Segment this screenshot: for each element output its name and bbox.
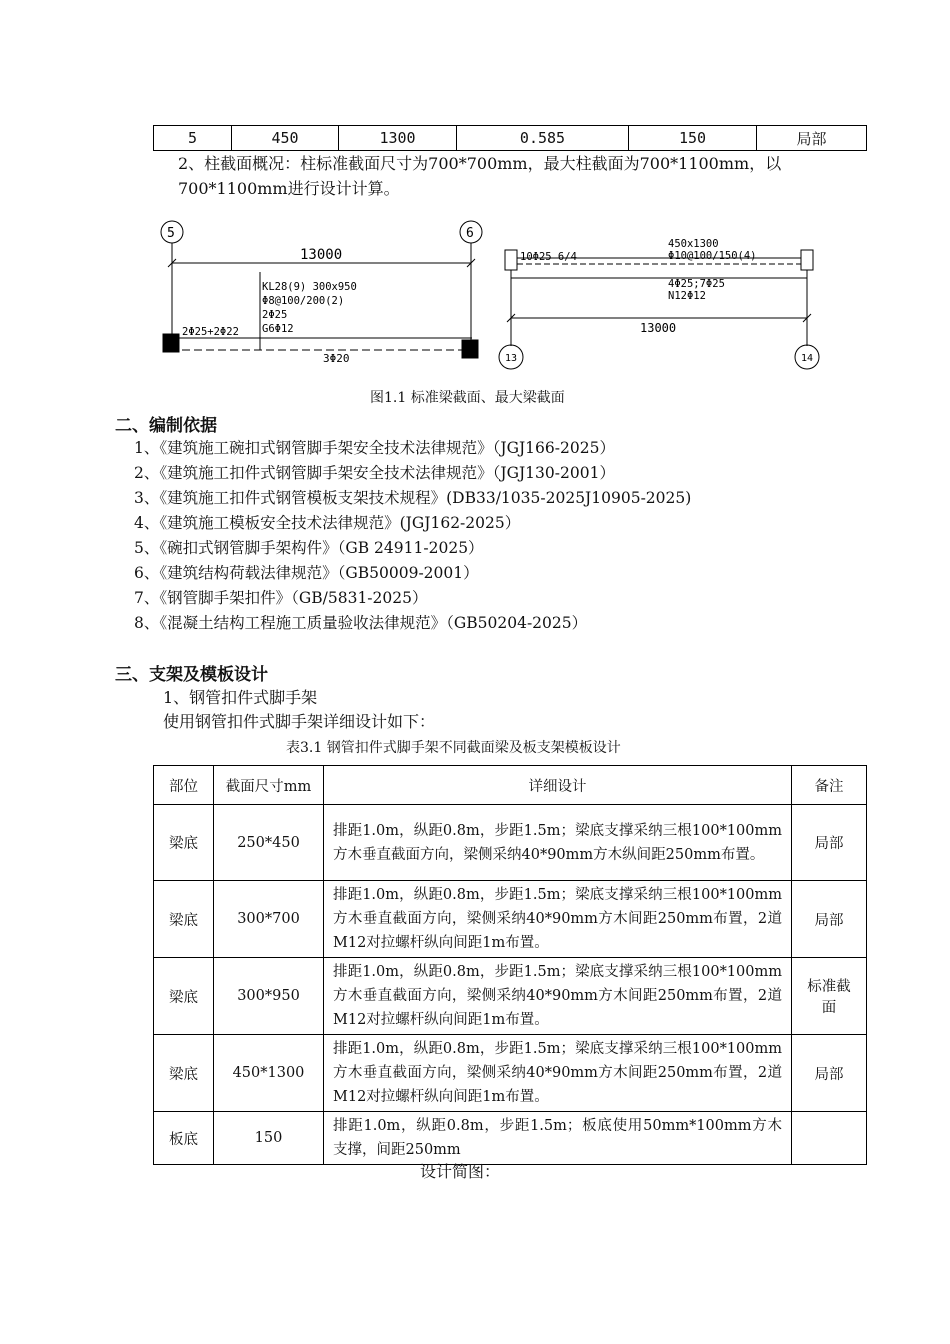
note-cell: 局部 bbox=[792, 805, 867, 881]
table-cell: 150 bbox=[629, 126, 757, 151]
span-label: 13000 bbox=[640, 321, 677, 335]
bottom-bar-label: 3Φ20 bbox=[323, 352, 350, 365]
right-left-note: 10Φ25 6/4 bbox=[520, 251, 577, 263]
column-section-line2: 700*1100mm进行设计计算。 bbox=[178, 179, 400, 198]
design-cell: 排距1.0m，纵距0.8m，步距1.5m；梁底支撑采纳三根100*100mm方木垂直截面方向，梁侧采纳40*90mm方木纵间距250mm布置。 bbox=[324, 805, 792, 881]
list-item: 4、《建筑施工模板安全技术法律规范》(JGJ162-2025） bbox=[134, 514, 521, 532]
design-cell: 排距1.0m，纵距0.8m，步距1.5m；梁底支撑采纳三根100*100mm方木垂直截面方向，梁侧采纳40*90mm方木间距250mm布置，2道M12对拉螺杆纵向间距1m布置。 bbox=[324, 881, 792, 958]
part-cell: 梁底 bbox=[154, 958, 214, 1035]
table-row bbox=[154, 958, 867, 1035]
size-cell: 450*1300 bbox=[214, 1035, 324, 1112]
right-stirrup: Φ10@100/150(4) bbox=[668, 250, 757, 262]
right-bottom-bars: 4Φ25;7Φ25 bbox=[668, 278, 725, 290]
table-row bbox=[154, 881, 867, 958]
column-header: 详细设计 bbox=[324, 766, 792, 805]
table-cell: 5 bbox=[154, 126, 232, 151]
table-caption: 表3.1 钢管扣件式脚手架不同截面梁及板支架模板设计 bbox=[286, 740, 621, 756]
size-cell: 300*950 bbox=[214, 958, 324, 1035]
right-beam-drawing bbox=[499, 250, 819, 369]
footer-text: 设计简图： bbox=[420, 1162, 501, 1181]
part-cell: 梁底 bbox=[154, 881, 214, 958]
beam-note: Φ8@100/200(2) bbox=[262, 295, 345, 307]
axis-label: 14 bbox=[801, 353, 814, 364]
right-size: 450x1300 bbox=[668, 238, 719, 250]
table-cell: 局部 bbox=[757, 126, 867, 151]
note-cell: 局部 bbox=[792, 881, 867, 958]
list-item: 3、《建筑施工扣件式钢管模板支架技术规程》(DB33/1035-2025J10905-2025) bbox=[134, 489, 692, 507]
part-cell: 梁底 bbox=[154, 1035, 214, 1112]
subheading: 1、钢管扣件式脚手架 bbox=[163, 688, 318, 707]
size-cell: 250*450 bbox=[214, 805, 324, 881]
note-cell: 标准截面 bbox=[792, 958, 867, 1035]
part-cell: 梁底 bbox=[154, 805, 214, 881]
table-header-row bbox=[154, 766, 867, 805]
top-table bbox=[153, 125, 867, 151]
design-cell: 排距1.0m，纵距0.8m，步距1.5m；梁底支撑采纳三根100*100mm方木垂直截面方向，梁侧采纳40*90mm方木间距250mm布置，2道M12对拉螺杆纵向间距1m布置。 bbox=[324, 958, 792, 1035]
table-row bbox=[154, 1035, 867, 1112]
note-cell: 局部 bbox=[792, 1035, 867, 1112]
table-row bbox=[154, 805, 867, 881]
table-row bbox=[154, 126, 867, 151]
list-item: 6、《建筑结构荷载法律规范》（GB50009-2001） bbox=[134, 564, 479, 582]
beam-note: 2Φ25 bbox=[262, 309, 288, 321]
design-table bbox=[153, 765, 867, 1165]
note-cell bbox=[792, 1112, 867, 1165]
design-cell: 排距1.0m，纵距0.8m，步距1.5m；板底使用50mm*100mm方木支撑，间距250mm bbox=[324, 1112, 792, 1165]
list-item: 7、《钢管脚手架扣件》（GB/5831-2025） bbox=[134, 589, 428, 607]
right-side-bars: N12Φ12 bbox=[668, 290, 706, 302]
table-cell: 0.585 bbox=[457, 126, 629, 151]
beam-note: KL28(9) 300x950 bbox=[262, 281, 357, 293]
axis-label: 6 bbox=[466, 226, 474, 241]
size-cell: 300*700 bbox=[214, 881, 324, 958]
size-cell: 150 bbox=[214, 1112, 324, 1165]
beam-note: G6Φ12 bbox=[262, 323, 294, 335]
list-item: 2、《建筑施工扣件式钢管脚手架安全技术法律规范》（JGJ130-2001） bbox=[134, 464, 615, 482]
figure-caption: 图1.1 标准梁截面、最大梁截面 bbox=[370, 390, 565, 406]
list-item: 1、《建筑施工碗扣式钢管脚手架安全技术法律规范》（JGJ166-2025） bbox=[134, 439, 615, 457]
table-cell: 450 bbox=[232, 126, 339, 151]
design-cell: 排距1.0m，纵距0.8m，步距1.5m；梁底支撑采纳三根100*100mm方木垂直截面方向，梁侧采纳40*90mm方木间距250mm布置，2道M12对拉螺杆纵向间距1m布置。 bbox=[324, 1035, 792, 1112]
section-heading: 三、支架及模板设计 bbox=[115, 665, 268, 685]
span-label: 13000 bbox=[300, 247, 343, 263]
axis-label: 5 bbox=[167, 226, 175, 241]
list-item: 5、《碗扣式钢管脚手架构件》（GB 24911-2025） bbox=[134, 539, 484, 557]
beam-figure bbox=[150, 210, 850, 385]
column-section-line1: 2、柱截面概况：柱标准截面尺寸为700*700mm，最大柱截面为700*1100mm，以 bbox=[178, 154, 782, 173]
table-cell: 1300 bbox=[339, 126, 457, 151]
column-header: 备注 bbox=[792, 766, 867, 805]
list-item: 8、《混凝土结构工程施工质量验收法律规范》（GB50204-2025） bbox=[134, 614, 588, 632]
intro-text: 使用钢管扣件式脚手架详细设计如下： bbox=[163, 712, 436, 731]
part-cell: 板底 bbox=[154, 1112, 214, 1165]
column-header: 部位 bbox=[154, 766, 214, 805]
section-heading: 二、编制依据 bbox=[115, 416, 217, 436]
top-bar-label: 2Φ25+2Φ22 bbox=[182, 326, 239, 338]
axis-label: 13 bbox=[505, 353, 518, 364]
column-header: 截面尺寸mm bbox=[214, 766, 324, 805]
table-row bbox=[154, 1112, 867, 1165]
